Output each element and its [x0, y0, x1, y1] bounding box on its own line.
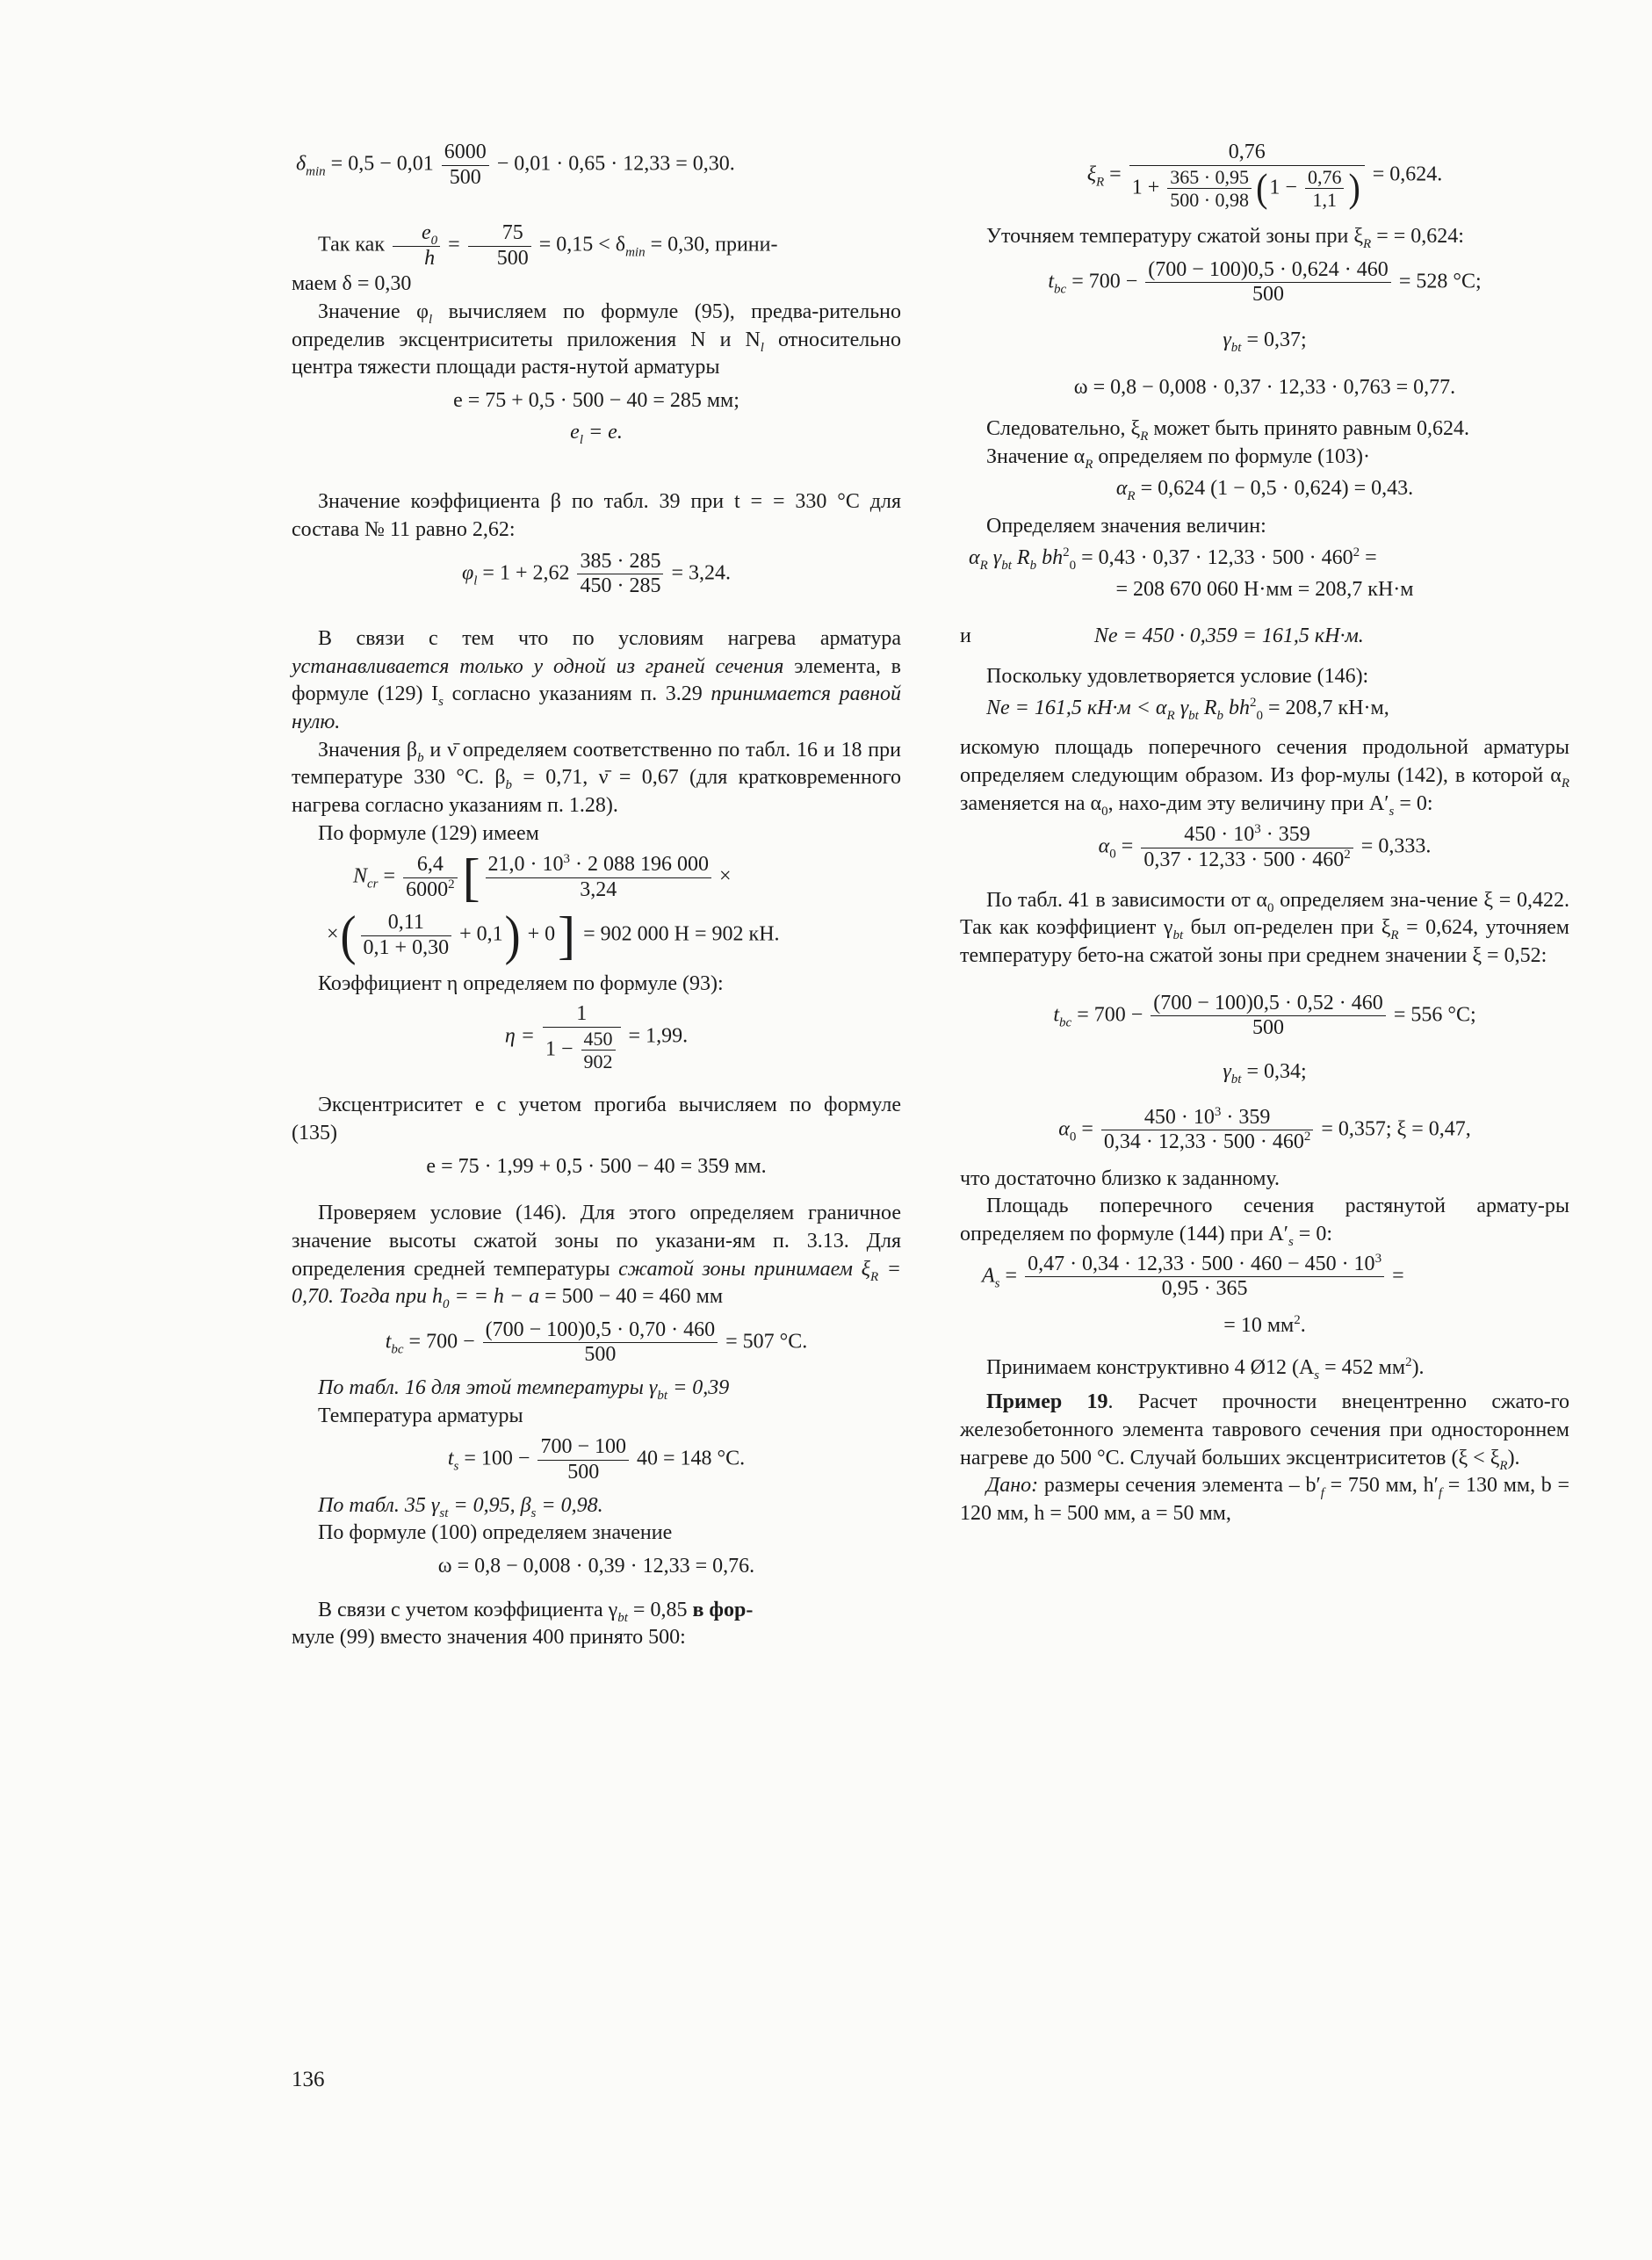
paragraph-beta-b: Значения $\beta_b$ и ν̄ определяем соответственно по табл. 16 и 18 при температуре 330 °С. $\beta_b = 0,71$, ν̄ = 0,67 (для кратковременного нагрева согласно указаниям п. 1.28). — [292, 738, 901, 817]
fraction: $\frac{(700 - 100)0,5 \cdot 0,70 \cdot 460}{500}$ — [483, 1318, 718, 1368]
fraction: 0,76 1 + $\frac{365 \cdot 0,95}{500 \cdot 0,98}$ (1 − $\frac{0,76}{1,1}$ ) — [1129, 141, 1365, 211]
equation-e: e = 75 + 0,5 · 500 − 40 = 285 мм; — [453, 389, 739, 413]
fraction: $\frac{e_0}{h}$ — [393, 221, 440, 271]
paragraph-gamma-bt: По табл. 16 для этой температуры $\gamma_{bt} = 0,39$ — [318, 1376, 730, 1403]
fraction: $\frac{21,0 \cdot 10^3 \cdot 2 088 196 000}{3,24}$ — [486, 853, 712, 902]
fraction: $\frac{700 - 100}{500}$ — [537, 1435, 629, 1484]
paragraph-example-19: Пример 19. Расчет прочности внецентренно сжато-го железобетонного элемента таврового сечения при одностороннем нагреве до 500 °С. Случай больших эксцентриситетов $(\xi < \xi_R)$. — [960, 1390, 1569, 1473]
right-column — [960, 141, 1569, 1528]
paragraph-table-41: По табл. 41 в зависимости от $\alpha_0$ определяем зна-чение ξ = 0,422. Так как коэффициент $\gamma_{bt}$ был оп-ределен при $\xi_R = 0,624$, уточняем температуру бето-на сжатой зоны при среднем значении ξ = 0,52: — [960, 888, 1569, 967]
fraction: $\frac{0,76}{1,1}$ — [1305, 166, 1345, 212]
fraction: $\frac{385 \cdot 285}{450 \cdot 285}$ — [577, 550, 663, 599]
paragraph-refine-temp: Уточняем температуру сжатой зоны при $\xi_R$ = = 0,624: — [986, 225, 1464, 251]
page-number: 136 — [292, 2068, 325, 2091]
equation-ne: и Ne = 450 · 0,359 = 161,5 кН·м. — [960, 625, 1364, 648]
paragraph-phi-l: Значение $\varphi_l$ вычисляем по формуле (95), предва-рительно определив эксцентриситеты приложения N и $N_l$ относительно центра тяжести площади растя-нутой арматуры — [292, 300, 901, 379]
equation-tbc-556: $t_{bc} = 700$ − $\frac{(700 - 100)0,5 \cdot 0,52 \cdot 460}{500}$ = 556 °С; — [1053, 991, 1476, 1040]
paragraph-heating: В связи с тем что по условиям нагрева арматура устанавливается только у одной из граней сечения элемента, в формуле (129) $I_s$ согласно указаниям п. 3.29 принимается равной нулю. — [292, 626, 901, 733]
paragraph-gamma-st: По табл. 35 $\gamma_{st} = 0,95$, $\beta_s = 0,98$. — [318, 1493, 603, 1520]
paragraph-check-146: Проверяем условие (146). Для этого определяем граничное значение высоты сжатой зоны по указани-ям п. 3.13. Для определения средней температуры сжатой зоны принимаем $\xi_R = 0,70$. Тогда при $h_0$ = = h − a = 500 − 40 = 460 мм — [292, 1202, 901, 1311]
paragraph-gamma-085: В связи с учетом коэффициента $\gamma_{bt} = 0,85$ в фор- — [318, 1598, 754, 1625]
equation-omega-077: ω = 0,8 − 0,008 · 0,37 · 12,33 · 0,763 = 0,77. — [1073, 375, 1456, 399]
equation-ncr: $N_{cr}$ = $\frac{6,4}{6000^2}$ [ $\frac{21,0 \cdot 10^3 \cdot 2 088 196 000}{3,24}$ × — [353, 848, 732, 907]
text-line: По формуле (100) определяем значение — [318, 1521, 673, 1545]
paragraph-accept: Принимаем конструктивно 4 Ø12 ($A_s = 452$ $мм^2$). — [986, 1354, 1425, 1383]
equation-ncr-cont: ×( $\frac{0,11}{0,1 + 0,30}$ + 0,1) + 0] = 902 000 Н = 902 кН. — [327, 905, 780, 966]
equation-alpha0-0357: $\alpha_0$ = $\frac{450 \cdot 10^3 \cdot 359}{0,34 \cdot 12,33 \cdot 500 \cdot 460^2}$ = 0,357; ξ = 0,47, — [1058, 1104, 1471, 1154]
text-line: Определяем значения величин: — [986, 515, 1266, 538]
fraction: $\frac{75}{500}$ — [468, 221, 531, 271]
equation-tbc-528: $t_{bc} = 700$ − $\frac{(700 - 100)0,5 \cdot 0,624 \cdot 460}{500}$ = 528 °С; — [1048, 257, 1482, 307]
paragraph-alpha-r: Значение $\alpha_R$ определяем по формуле (103)· — [986, 445, 1371, 472]
equation-alpha0-0333: $\alpha_0$ = $\frac{450 \cdot 10^3 \cdot 359}{0,37 \cdot 12,33 \cdot 500 \cdot 460^2}$ = 0,333. — [1098, 822, 1432, 872]
fraction: $\frac{450 \cdot 10^3 \cdot 359}{0,37 \cdot 12,33 \cdot 500 \cdot 460^2}$ — [1141, 823, 1353, 872]
paragraph-area: искомую площадь поперечного сечения продольной арматуры определяем следующим образом. Из фор-мулы (142), в которой $\alpha_R$ заменяется на $\alpha_0$, нахо-дим эту величину при $A'_s = 0$: — [960, 736, 1569, 819]
paragraph-consequently: Следовательно, $\xi_R$ может быть принято равным 0,624. — [986, 417, 1470, 444]
text-line: муле (99) вместо значения 400 принято 500: — [292, 1626, 686, 1650]
text-line: Температура арматуры — [318, 1404, 523, 1427]
fraction: $\frac{(700 - 100)0,5 \cdot 0,52 \cdot 460}{500}$ — [1151, 992, 1386, 1041]
equation-moment: $\alpha_R$ $\gamma_{bt}$ $R_b$ $bh^2_0 = 0,43 \cdot 0,37 \cdot 12,33 \cdot 500 \cdot 460^2$ = — [969, 545, 1377, 573]
equation-alpha-r: $\alpha_R = 0,624$ (1 − 0,5 · 0,624) = 0,43. — [1115, 476, 1414, 503]
equation-tbc-507: $t_{bc} = 700$ − $\frac{(700 - 100)0,5 \cdot 0,70 \cdot 460}{500}$ = 507 °С. — [385, 1318, 808, 1367]
equation-delta-min: $\delta_{min} = 0,5 - 0,01$ $\frac{6000}{500}$ − 0,01 · 0,65 · 12,33 = 0,30. — [296, 141, 735, 189]
paragraph-tensile-area: Площадь поперечного сечения растянутой армату-ры определяем по формуле (144) при $A'_s = 0$: — [960, 1195, 1569, 1249]
fraction: $\frac{450 \cdot 10^3 \cdot 359}{0,34 \cdot 12,33 \cdot 500 \cdot 460^2}$ — [1101, 1106, 1313, 1155]
fraction: $\frac{(700 - 100)0,5 \cdot 0,624 \cdot 460}{500}$ — [1145, 258, 1391, 307]
text-line: маем δ = 0,30 — [292, 272, 412, 296]
fraction: $\frac{0,47 \cdot 0,34 \cdot 12,33 \cdot 500 \cdot 460 - 450 \cdot 10^3}{0,95 \cdot 365}$ — [1025, 1253, 1384, 1302]
left-column — [292, 141, 901, 1652]
fraction: $\frac{0,11}{0,1 + 0,30}$ — [361, 911, 452, 960]
paragraph-given: Дано: размеры сечения элемента – $b'_f = 750$ мм, $h'_f = 130$ мм, b = 120 мм, h = 500 мм, a = 50 мм, — [960, 1474, 1570, 1525]
equation-xi-r: $\xi_R$ = 0,76 1 + $\frac{365 \cdot 0,95}{500 \cdot 0,98}$ (1 − $\frac{0,76}{1,1}$ ) = 0,624. — [1086, 141, 1443, 211]
fraction: $\frac{6,4}{6000^2}$ — [403, 853, 458, 902]
equation-e-359: e = 75 · 1,99 + 0,5 · 500 − 40 = 359 мм. — [426, 1154, 767, 1178]
equation-gamma-034: $\gamma_{bt} = 0,34$; — [1223, 1059, 1307, 1087]
equation-eta: η = 1 1 − $\frac{450}{902}$ = 1,99. — [504, 1001, 689, 1072]
paragraph-e0-h: Так как $\frac{e_0}{h}$ = $\frac{75}{500}$ = $0,15 < \delta_{min} = 0,30$, прини- — [318, 221, 778, 270]
equation-as: $A_s$ = $\frac{0,47 \cdot 0,34 \cdot 12,33 \cdot 500 \cdot 460 - 450 \cdot 10^3}{0,95 \cdot 365}$ = — [982, 1251, 1404, 1301]
fraction: 1 1 − $\frac{450}{902}$ — [543, 1002, 621, 1072]
equation-phi-l: $\varphi_l = 1 + 2,62$ $\frac{385 \cdot 285}{450 \cdot 285}$ = 3,24. — [461, 549, 732, 598]
equation-el: $e_l = e$. — [570, 420, 623, 447]
equation-moment-result: = 208 670 060 Н·мм = 208,7 кН·м — [1115, 577, 1414, 601]
equation-ts: $t_s = 100$ − $\frac{700 - 100}{500}$ 40 = 148 °С. — [447, 1435, 746, 1484]
text-line: По формуле (129) имеем — [318, 821, 539, 845]
text-line: что достаточно близко к заданному. — [960, 1166, 1280, 1190]
paragraph-beta: Значение коэффициента β по табл. 39 при t = = 330 °С для состава № 11 равно 2,62: — [292, 490, 901, 542]
equation-as-result: = 10 $мм^2$. — [1223, 1312, 1306, 1337]
paragraph-eta: Коэффициент η определяем по формуле (93): — [318, 972, 724, 996]
fraction: $\frac{6000}{500}$ — [442, 141, 489, 190]
paragraph-eccentricity: Эксцентриситет e с учетом прогиба вычисляем по формуле (135) — [292, 1094, 901, 1144]
text-line: Поскольку удовлетворяется условие (146): — [986, 665, 1369, 689]
equation-gamma-037: $\gamma_{bt} = 0,37$; — [1223, 329, 1307, 355]
equation-omega-076: ω = 0,8 − 0,008 · 0,39 · 12,33 = 0,76. — [437, 1554, 755, 1578]
equation-condition: Ne = 161,5 $кН\cdot м < \alpha_R$ $\gamma_{bt}$ $R_b$ $bh^2_0 = 208,7$ кН·м, — [986, 695, 1389, 723]
fraction: $\frac{365 \cdot 0,95}{500 \cdot 0,98}$ — [1167, 166, 1252, 212]
fraction: $\frac{450}{902}$ — [581, 1028, 616, 1073]
